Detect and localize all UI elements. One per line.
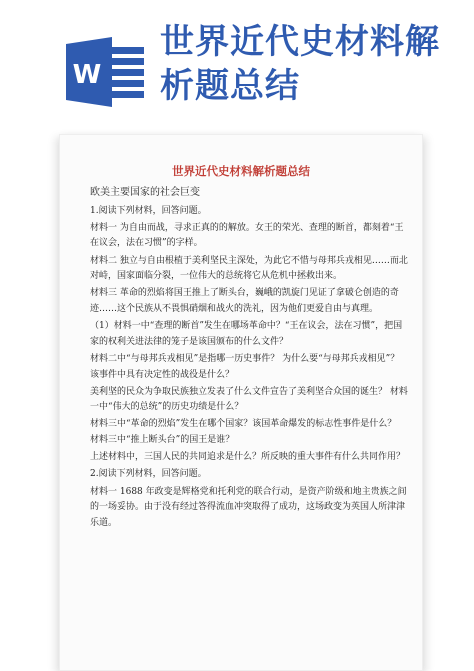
material-paragraph: 材料二 独立与自由根植于美利坚民主深处，为此它不惜与母邦兵戎相见……而北对峙，国家面临分裂，一位伟大的总统将它从危机中拯救出来。: [90, 255, 408, 282]
word-icon: [60, 37, 148, 107]
banner: [0, 0, 474, 130]
document-body: [90, 185, 408, 533]
word-icon-letter: W: [72, 60, 102, 90]
material-paragraph: 材料三 革命的烈焰将国王推上了断头台，巍峨的凯旋门见证了拿破仑创造的奇迹……这个民族从不畏惧硝烟和战火的洗礼，因为他们更爱自由与真理。: [90, 288, 399, 314]
document-page: [59, 134, 423, 671]
section-heading: 欧美主要国家的社会巨变: [90, 187, 200, 198]
material-paragraph: 材料一 1688 年政变是辉格党和托利党的联合行动，是资产阶级和地主贵族之间的一场妥协。由于没有经过答得流血冲突取得了成功，这场政变为英国人所津津乐道。: [90, 486, 407, 528]
document-title: 世界近代史材料解析题总结: [172, 164, 310, 178]
question-paragraph: 材料二中“与母邦兵戎相见”是指哪一历史事件？ 为什么要“与母邦兵戎相见”？该事件中具有决定性的战役是什么？: [90, 353, 400, 380]
question-prompt: 2.阅读下列材料，回答问题。: [90, 469, 207, 480]
question-paragraph: 上述材料中，三国人民的共同追求是什么？所反映的重大事件有什么共同作用？: [90, 452, 406, 463]
question-paragraph: 材料三中“革命的烈焰”发生在哪个国家？该国革命爆发的标志性事件是什么？ 材料三中“推上断头台”的国王是谁？: [90, 419, 397, 446]
material-paragraph: 材料一 为自由而战，寻求正真的的解放。女王的荣光、查理的断首，都刻着“王在议会，法在习惯”的字样。: [90, 222, 404, 249]
question-paragraph: 美利坚的民众为争取民族独立发表了什么文件宣告了美利坚合众国的诞生？ 材料一中“伟大的总统”的历史功绩是什么？: [90, 386, 408, 413]
banner-headline: 世界近代史材料解析题总结: [160, 22, 440, 106]
question-prompt: 1.阅读下列材料，回答问题。: [90, 205, 207, 216]
question-paragraph: （1）材料一中“查理的断首”发生在哪场革命中？“王在议会，法在习惯”，把国家的权利关进法律的笼子是该国颁布的什么文件？: [90, 321, 403, 347]
